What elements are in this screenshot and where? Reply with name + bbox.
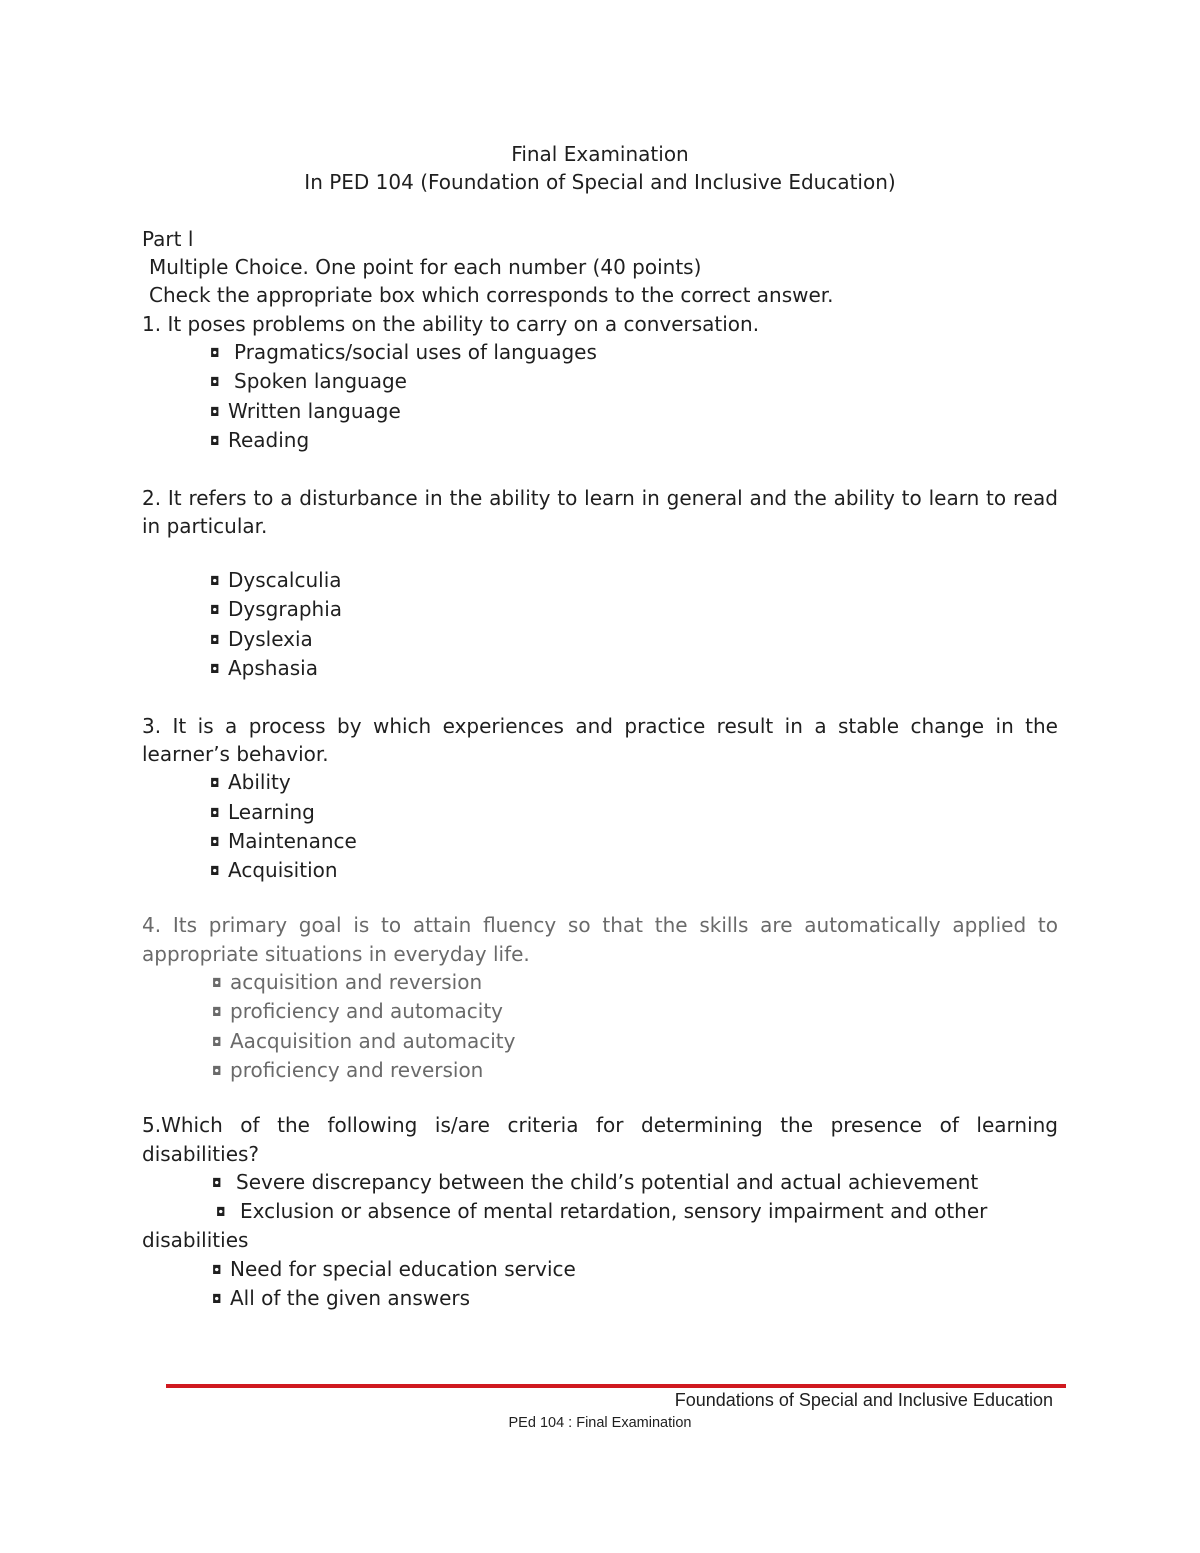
question-4-option-a[interactable]: ◘ acquisition and reversion	[142, 968, 1058, 997]
checkbox-icon[interactable]: ◘	[210, 864, 220, 879]
question-4-text: 4. Its primary goal is to attain fluency so that the skills are automatically applied to appropriate situations in everyday life.	[142, 913, 1058, 966]
checkbox-icon[interactable]: ◘	[210, 346, 220, 361]
question-4-option-b[interactable]: ◘ proficiency and automacity	[142, 997, 1058, 1026]
footer-divider	[166, 1384, 1066, 1388]
checkbox-icon[interactable]: ◘	[216, 1205, 226, 1220]
checkbox-icon[interactable]: ◘	[210, 632, 220, 647]
question-2-option-b[interactable]: ◘ Dysgraphia	[142, 595, 1058, 624]
question-5-text-line2: disabilities?	[142, 1141, 260, 1166]
question-2-option-a[interactable]: ◘ Dyscalculia	[142, 566, 1058, 595]
question-5-option-b-continuation: disabilities	[142, 1228, 249, 1253]
checkbox-icon[interactable]: ◘	[210, 834, 220, 849]
checkbox-icon[interactable]: ◘	[210, 662, 220, 677]
checkbox-icon[interactable]: ◘	[212, 1005, 222, 1020]
question-4-option-d[interactable]: ◘ proficiency and reversion	[142, 1056, 1058, 1085]
instruction-multiple-choice: Multiple Choice. One point for each number (40 points)	[149, 255, 702, 280]
question-3-option-d[interactable]: ◘ Acquisition	[142, 856, 1058, 885]
checkbox-icon[interactable]: ◘	[212, 1291, 222, 1306]
question-1-option-d[interactable]: ◘ Reading	[142, 426, 1058, 455]
checkbox-icon[interactable]: ◘	[210, 603, 220, 618]
question-5-option-c[interactable]: ◘ Need for special education service	[142, 1255, 1058, 1284]
checkbox-icon[interactable]: ◘	[212, 1175, 222, 1190]
checkbox-icon[interactable]: ◘	[212, 1262, 222, 1277]
checkbox-icon[interactable]: ◘	[210, 433, 220, 448]
question-5-option-d[interactable]: ◘ All of the given answers	[142, 1284, 1058, 1313]
question-1-option-a[interactable]: ◘ Pragmatics/social uses of languages	[142, 338, 1058, 367]
checkbox-icon[interactable]: ◘	[210, 404, 220, 419]
question-4-option-c[interactable]: ◘ Aacquisition and automacity	[142, 1027, 1058, 1056]
instruction-check-box: Check the appropriate box which corresponds to the correct answer.	[149, 283, 834, 308]
checkbox-icon[interactable]: ◘	[210, 574, 220, 589]
footer-title: Foundations of Special and Inclusive Education	[674, 1390, 1053, 1410]
question-2-option-d[interactable]: ◘ Apshasia	[142, 654, 1058, 683]
checkbox-icon[interactable]: ◘	[212, 976, 222, 991]
question-1-text: 1. It poses problems on the ability to carry on a conversation.	[142, 311, 760, 336]
question-3-option-c[interactable]: ◘ Maintenance	[142, 827, 1058, 856]
checkbox-icon[interactable]: ◘	[212, 1063, 222, 1078]
checkbox-icon[interactable]: ◘	[212, 1034, 222, 1049]
question-5-option-a[interactable]: ◘ Severe discrepancy between the child’s potential and actual achievement	[142, 1168, 1058, 1197]
question-3-text: 3. It is a process by which experiences and practice result in a stable change in the learner’s behavior.	[142, 713, 1058, 766]
exam-title: Final Examination	[511, 142, 689, 166]
question-2-option-c[interactable]: ◘ Dyslexia	[142, 625, 1058, 654]
part-label: Part l	[142, 226, 194, 251]
question-3-option-a[interactable]: ◘ Ability	[142, 768, 1058, 797]
question-1-option-b[interactable]: ◘ Spoken language	[142, 367, 1058, 396]
exam-content	[142, 140, 1058, 1313]
question-5-text-line1: 5.Which of the following is/are criteria for determining the presence of learning	[142, 1113, 1058, 1138]
exam-subtitle: In PED 104 (Foundation of Special and Inclusive Education)	[304, 170, 896, 195]
checkbox-icon[interactable]: ◘	[210, 375, 220, 390]
checkbox-icon[interactable]: ◘	[210, 776, 220, 791]
question-5-option-b[interactable]: ◘ Exclusion or absence of mental retardation, sensory impairment and other	[142, 1197, 1058, 1226]
question-2-text: 2. It refers to a disturbance in the ability to learn in general and the ability to learn to read in particular.	[142, 485, 1058, 538]
question-3-option-b[interactable]: ◘ Learning	[142, 798, 1058, 827]
checkbox-icon[interactable]: ◘	[210, 805, 220, 820]
footer-subtitle: PEd 104 : Final Examination	[508, 1415, 692, 1431]
question-1-option-c[interactable]: ◘ Written language	[142, 397, 1058, 426]
